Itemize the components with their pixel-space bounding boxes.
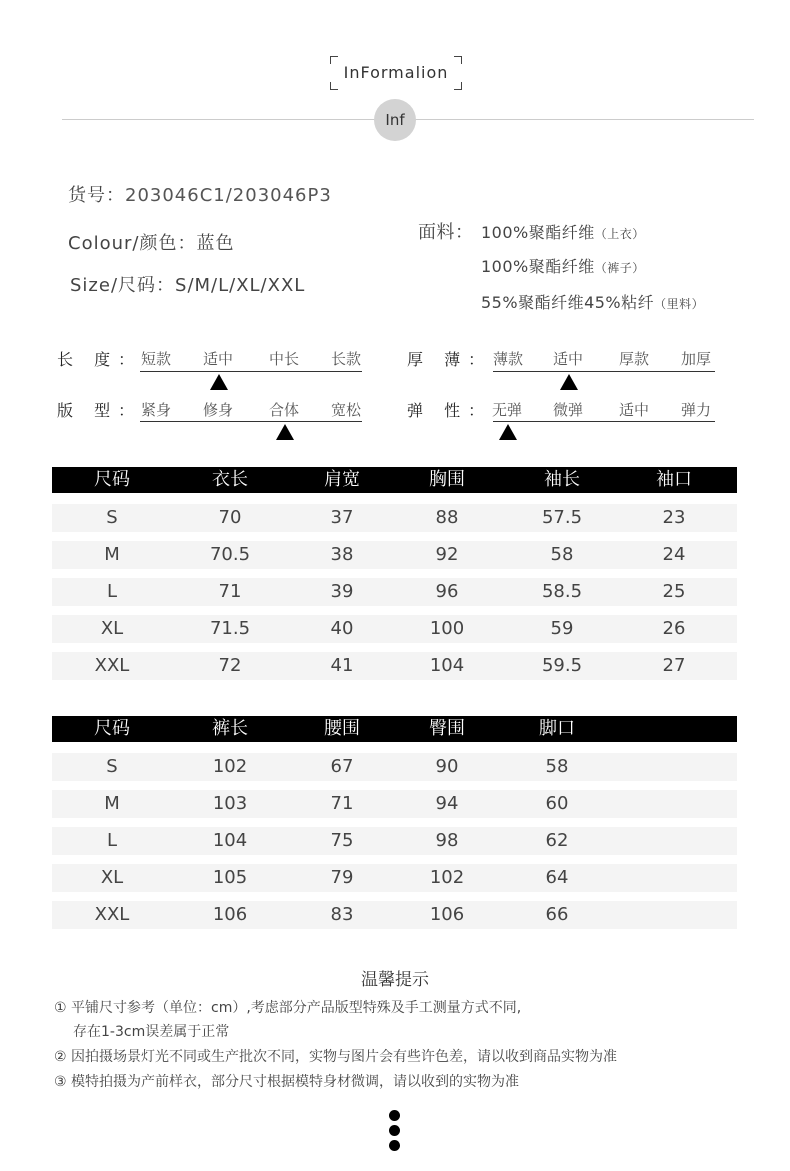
column-header: 裤长 xyxy=(212,718,248,739)
table-cell: 100 xyxy=(429,618,465,639)
table-cell: 106 xyxy=(212,904,248,925)
table-cell: 79 xyxy=(330,867,354,888)
table-cell: 37 xyxy=(330,507,354,528)
table-cell: 92 xyxy=(435,544,459,565)
fabric-text: 100%聚酯纤维 xyxy=(481,223,595,242)
table-cell: 102 xyxy=(212,756,248,777)
table-cell: 27 xyxy=(662,655,686,676)
table-cell: 59 xyxy=(550,618,574,639)
table-cell: M xyxy=(104,544,120,565)
table-cell: 25 xyxy=(662,581,686,602)
fabric-text: 55%聚酯纤维45%粘纤 xyxy=(481,293,655,312)
colour-value: 蓝色 xyxy=(196,233,235,254)
column-header: 肩宽 xyxy=(324,469,360,490)
more-dot xyxy=(389,1125,400,1136)
column-header: 袖长 xyxy=(544,469,580,490)
tip-item: ② 因拍摄场景灯光不同或生产批次不同，实物与图片会有些许色差，请以收到商品实物为准 xyxy=(54,1049,617,1065)
table-cell: 58.5 xyxy=(541,581,583,602)
table-cell: 88 xyxy=(435,507,459,528)
table-row xyxy=(52,652,737,680)
selected-marker-icon xyxy=(210,374,228,390)
size-value: S/M/L/XL/XXL xyxy=(175,275,306,296)
tip-item: ① 平铺尺寸参考（单位：cm）,考虑部分产品版型特殊及手工测量方式不同, xyxy=(54,1000,522,1016)
table-cell: 90 xyxy=(435,756,459,777)
scale-line xyxy=(493,371,715,372)
fabric-line-2 xyxy=(481,254,645,277)
table-cell: 96 xyxy=(435,581,459,602)
table-cell: 57.5 xyxy=(541,507,583,528)
sku-value: 203046C1/203046P3 xyxy=(125,185,332,206)
corner-mark xyxy=(454,56,462,64)
scale-line xyxy=(140,371,362,372)
fabric-note: （里料） xyxy=(654,297,705,311)
table-cell: 103 xyxy=(212,793,248,814)
scale-option: 厚款 xyxy=(619,350,650,368)
table-cell: 24 xyxy=(662,544,686,565)
scale-option: 薄款 xyxy=(493,350,524,368)
table-cell: 83 xyxy=(330,904,354,925)
tip-item: 存在1-3cm误差属于正常 xyxy=(73,1024,230,1040)
inf-badge: Inf xyxy=(374,99,416,141)
table-row xyxy=(52,864,737,892)
colour-line xyxy=(68,229,234,255)
tips-title: 温馨提示 xyxy=(361,970,429,990)
scale-option: 加厚 xyxy=(681,350,712,368)
scale-option: 无弹 xyxy=(492,401,523,419)
scale-option: 微弹 xyxy=(553,401,584,419)
table-cell: L xyxy=(106,830,118,851)
column-header: 脚口 xyxy=(539,718,575,739)
table-cell: 71.5 xyxy=(209,618,251,639)
scale-label: 长 度： xyxy=(57,350,143,369)
brand-text: InFormalion xyxy=(343,63,449,82)
fabric-line-1 xyxy=(481,220,645,243)
table-cell: 70.5 xyxy=(209,544,251,565)
table-cell: S xyxy=(106,507,118,528)
selected-marker-icon xyxy=(276,424,294,440)
table-cell: 102 xyxy=(429,867,465,888)
table-row xyxy=(52,578,737,606)
fabric-note: （裤子） xyxy=(594,261,645,275)
table-cell: L xyxy=(106,581,118,602)
column-header: 腰围 xyxy=(324,718,360,739)
table-cell: 40 xyxy=(330,618,354,639)
table-cell: 58 xyxy=(545,756,569,777)
more-dot xyxy=(389,1110,400,1121)
corner-mark xyxy=(330,82,338,90)
scale-option: 适中 xyxy=(203,350,234,368)
table-header xyxy=(52,716,737,742)
table-cell: 67 xyxy=(330,756,354,777)
table-cell: M xyxy=(104,793,120,814)
scale-label: 版 型： xyxy=(57,401,143,420)
table-cell: 64 xyxy=(545,867,569,888)
colour-label: Colour/颜色： xyxy=(68,233,197,254)
table-cell: 98 xyxy=(435,830,459,851)
sku-line xyxy=(68,181,332,207)
tip-item: ③ 模特拍摄为产前样衣，部分尺寸根据模特身材微调，请以收到的实物为准 xyxy=(54,1074,519,1090)
scale-option: 适中 xyxy=(553,350,584,368)
table-cell: 94 xyxy=(435,793,459,814)
table-cell: 105 xyxy=(212,867,248,888)
scale-option: 适中 xyxy=(619,401,650,419)
table-cell: 26 xyxy=(662,618,686,639)
size-line xyxy=(70,271,305,297)
column-header: 臀围 xyxy=(429,718,465,739)
fabric-text: 100%聚酯纤维 xyxy=(481,257,595,276)
scale-option: 宽松 xyxy=(331,401,362,419)
column-header: 胸围 xyxy=(429,469,465,490)
table-cell: XL xyxy=(100,618,124,639)
scale-option: 长款 xyxy=(331,350,362,368)
sku-label: 货号： xyxy=(68,185,125,206)
table-row xyxy=(52,901,737,929)
brand-title xyxy=(330,56,462,90)
table-cell: 66 xyxy=(545,904,569,925)
table-row xyxy=(52,504,737,532)
top-size-table xyxy=(52,467,737,682)
table-header xyxy=(52,467,737,493)
table-row xyxy=(52,541,737,569)
corner-mark xyxy=(330,56,338,64)
scale-option: 中长 xyxy=(269,350,300,368)
selected-marker-icon xyxy=(560,374,578,390)
scale-label: 弹 性： xyxy=(407,401,493,420)
corner-mark xyxy=(454,82,462,90)
table-cell: 106 xyxy=(429,904,465,925)
table-cell: 62 xyxy=(545,830,569,851)
scale-option: 修身 xyxy=(203,401,234,419)
size-label: Size/尺码： xyxy=(70,275,176,296)
table-row xyxy=(52,790,737,818)
table-cell: XXL xyxy=(94,655,130,676)
table-cell: S xyxy=(106,756,118,777)
column-header: 衣长 xyxy=(212,469,248,490)
table-cell: 39 xyxy=(330,581,354,602)
fabric-note: （上衣） xyxy=(594,227,645,241)
scale-option: 弹力 xyxy=(681,401,712,419)
table-cell: 70 xyxy=(218,507,242,528)
scale-line xyxy=(140,421,362,422)
scale-option: 紧身 xyxy=(141,401,172,419)
fabric-line-3 xyxy=(481,290,704,313)
table-row xyxy=(52,615,737,643)
table-cell: XL xyxy=(100,867,124,888)
table-cell: 59.5 xyxy=(541,655,583,676)
selected-marker-icon xyxy=(499,424,517,440)
table-cell: 104 xyxy=(212,830,248,851)
table-cell: 38 xyxy=(330,544,354,565)
column-header: 尺码 xyxy=(94,469,130,490)
table-row xyxy=(52,827,737,855)
table-cell: XXL xyxy=(94,904,130,925)
table-cell: 104 xyxy=(429,655,465,676)
table-cell: 71 xyxy=(218,581,242,602)
scale-option: 合体 xyxy=(269,401,300,419)
scale-line xyxy=(493,421,715,422)
table-cell: 23 xyxy=(662,507,686,528)
column-header: 尺码 xyxy=(94,718,130,739)
table-cell: 72 xyxy=(218,655,242,676)
more-dot xyxy=(389,1140,400,1151)
table-cell: 75 xyxy=(330,830,354,851)
scale-label: 厚 薄： xyxy=(407,350,493,369)
scale-option: 短款 xyxy=(141,350,172,368)
table-cell: 60 xyxy=(545,793,569,814)
table-cell: 41 xyxy=(330,655,354,676)
column-header: 袖口 xyxy=(656,469,692,490)
table-cell: 58 xyxy=(550,544,574,565)
table-row xyxy=(52,753,737,781)
bottom-size-table xyxy=(52,716,737,931)
table-cell: 71 xyxy=(330,793,354,814)
fabric-label: 面料： xyxy=(418,222,474,243)
